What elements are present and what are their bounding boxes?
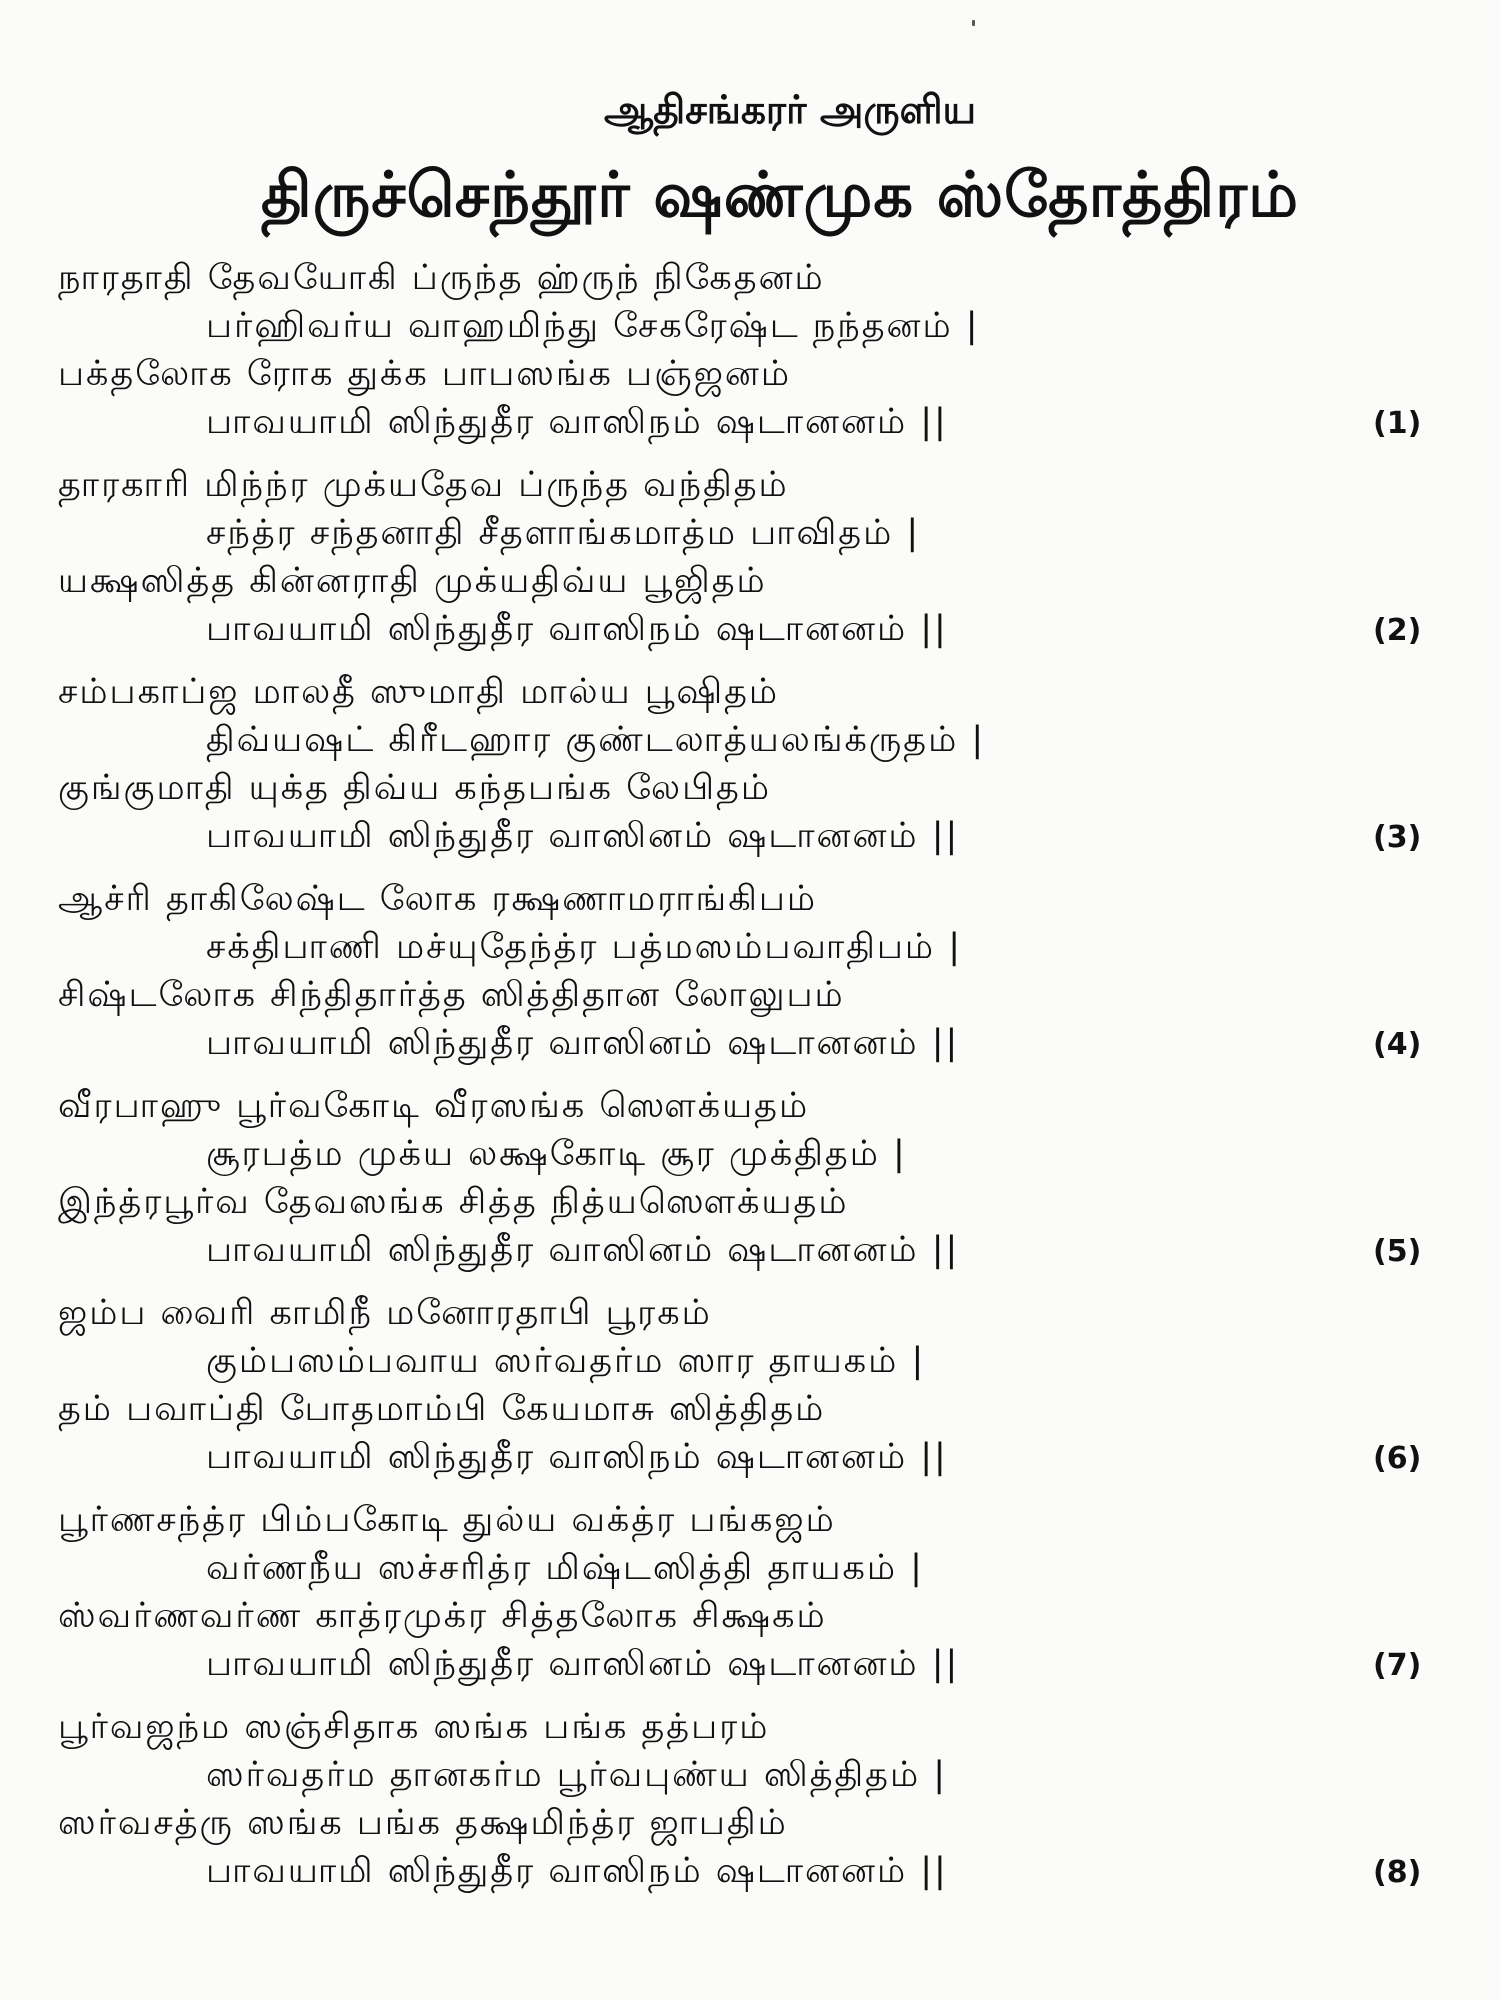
- verse-line: சூரபத்ம முக்ய லக்ஷகோடி சூர முக்திதம் |: [206, 1134, 907, 1174]
- verse-line: பர்ஹிவர்ய வாஹமிந்து சேகரேஷ்ட நந்தனம் |: [206, 306, 980, 346]
- verse-line: யக்ஷஸித்த கின்னராதி முக்யதிவ்ய பூஜிதம்: [58, 561, 767, 601]
- verse-line: சக்திபாணி மச்யுதேந்த்ர பத்மஸம்பவாதிபம் |: [206, 927, 963, 967]
- verse-line: சம்பகாப்ஜ மாலதீ ஸுமாதி மால்ய பூஷிதம்: [58, 672, 780, 712]
- verse-line: ஸர்வசத்ரு ஸங்க பங்க தக்ஷமிந்த்ர ஜாபதிம்: [58, 1803, 788, 1843]
- verse-line: பாவயாமி ஸிந்துதீர வாஸிநம் ஷடானனம் ||: [206, 402, 948, 442]
- stanza-2: [58, 465, 1458, 660]
- verse-line: வர்ணநீய ஸச்சரித்ர மிஷ்டஸித்தி தாயகம் |: [206, 1548, 924, 1588]
- verse-line: வீரபாஹு பூர்வகோடி வீரஸங்க ஸௌக்யதம்: [58, 1086, 810, 1126]
- verse-line: பாவயாமி ஸிந்துதீர வாஸினம் ஷடானனம் ||: [206, 1023, 960, 1063]
- verse-line: பூர்வஜந்ம ஸஞ்சிதாக ஸங்க பங்க தத்பரம்: [58, 1707, 770, 1747]
- verse-line: ஸர்வதர்ம தானகர்ம பூர்வபுண்ய ஸித்திதம் |: [206, 1755, 948, 1795]
- stanza-number: (4): [1373, 1027, 1422, 1062]
- verse-line: பாவயாமி ஸிந்துதீர வாஸினம் ஷடானனம் ||: [206, 816, 960, 856]
- verse-line: ஆச்ரி தாகிலேஷ்ட லோக ரக்ஷணாமராங்கிபம்: [58, 879, 818, 919]
- verse-line: இந்த்ரபூர்வ தேவஸங்க சித்த நித்யஸௌக்யதம்: [58, 1182, 849, 1222]
- verse-line: சந்த்ர சந்தனாதி சீதளாங்கமாத்ம பாவிதம் |: [206, 513, 921, 553]
- verse-line: பூர்ணசந்த்ர பிம்பகோடி துல்ய வக்த்ர பங்கஜம்: [58, 1500, 836, 1540]
- stanza-number: (5): [1373, 1234, 1422, 1269]
- verse-line: சிஷ்டலோக சிந்திதார்த்த ஸித்திதான லோலுபம்: [58, 975, 845, 1015]
- verse-line: திவ்யஷட் கிரீடஹார குண்டலாத்யலங்க்ருதம் |: [206, 720, 986, 760]
- verse-line: பக்தலோக ரோக துக்க பாபஸங்க பஞ்ஜனம்: [58, 354, 791, 394]
- stanza-1: [58, 258, 1458, 453]
- verse-line: பாவயாமி ஸிந்துதீர வாஸினம் ஷடானனம் ||: [206, 1644, 960, 1684]
- verse-line: பாவயாமி ஸிந்துதீர வாஸிநம் ஷடானனம் ||: [206, 1851, 948, 1891]
- subtitle: ஆதிசங்கரர் அருளிய: [603, 88, 977, 133]
- stanza-number: (3): [1373, 820, 1422, 855]
- stanza-8: [58, 1707, 1458, 1902]
- verse-line: ஜம்ப வைரி காமிநீ மனோரதாபி பூரகம்: [58, 1293, 712, 1333]
- verse-line: பாவயாமி ஸிந்துதீர வாஸினம் ஷடானனம் ||: [206, 1230, 960, 1270]
- stanza-number: (7): [1373, 1648, 1422, 1683]
- verse-line: குங்குமாதி யுக்த திவ்ய கந்தபங்க லேபிதம்: [58, 768, 771, 808]
- stanza-6: [58, 1293, 1458, 1488]
- stanza-4: [58, 879, 1458, 1074]
- verse-line: பாவயாமி ஸிந்துதீர வாஸிநம் ஷடானனம் ||: [206, 1437, 948, 1477]
- verse-line: பாவயாமி ஸிந்துதீர வாஸிநம் ஷடானனம் ||: [206, 609, 948, 649]
- verse-line: ஸ்வர்ணவர்ண காத்ரமுக்ர சித்தலோக சிக்ஷகம்: [58, 1596, 827, 1636]
- page-title: திருச்செந்தூர் ஷண்முக ஸ்தோத்திரம்: [260, 158, 1300, 231]
- verse-line: கும்பஸம்பவாய ஸர்வதர்ம ஸார தாயகம் |: [206, 1341, 926, 1381]
- stanza-number: (6): [1373, 1441, 1422, 1476]
- stanza-number: (8): [1373, 1855, 1422, 1890]
- verse-line: தாரகாரி மிந்ந்ர முக்யதேவ ப்ருந்த வந்திதம்: [58, 465, 789, 505]
- stanza-7: [58, 1500, 1458, 1695]
- verse-line: நாரதாதி தேவயோகி ப்ருந்த ஹ்ருந் நிகேதனம்: [58, 258, 825, 298]
- stanza-number: (2): [1373, 613, 1422, 648]
- stanza-3: [58, 672, 1458, 867]
- verse-line: தம் பவாப்தி போதமாம்பி கேயமாசு ஸித்திதம்: [58, 1389, 826, 1429]
- ink-speck: [972, 20, 975, 26]
- stanza-5: [58, 1086, 1458, 1281]
- stanza-number: (1): [1373, 406, 1422, 441]
